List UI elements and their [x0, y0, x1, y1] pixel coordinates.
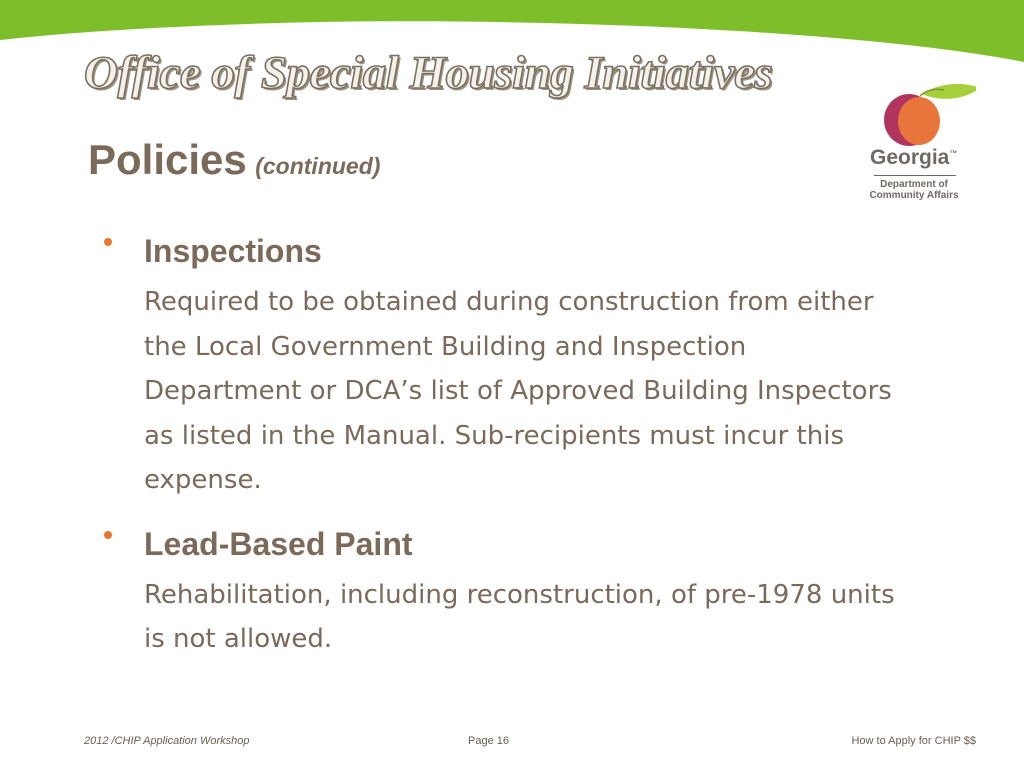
- bullet-heading: Inspections: [144, 233, 322, 269]
- logo-department: Department of Community Affairs: [869, 179, 959, 201]
- footer-page-number: Page 16: [468, 735, 509, 747]
- bullet-item-inspections: [104, 226, 924, 503]
- bullet-dot: [104, 531, 112, 539]
- bullet-body: Required to be obtained during construction from either the Local Government Building and Inspection Department or DCA’s list of Approved Building Inspectors as listed in the Manual. Sub-recipients must incur this expense.: [144, 287, 892, 495]
- bullet-item-lead-based-paint: [104, 519, 924, 662]
- footer-workshop: 2012 /CHIP Application Workshop: [84, 735, 250, 747]
- office-banner-title: Office of Special Housing Initiatives: [84, 47, 773, 99]
- bullet-heading: Lead-Based Paint: [144, 525, 413, 562]
- page-title: [88, 136, 380, 184]
- logo-wordmark: Georgia™: [870, 146, 958, 169]
- bullet-list: [104, 226, 924, 662]
- logo-divider: [874, 175, 956, 176]
- bullet-dot: [104, 238, 112, 246]
- title-subtitle: (continued): [255, 153, 381, 179]
- bullet-body: Rehabilitation, including reconstruction, of pre-1978 units is not allowed.: [144, 579, 895, 654]
- peach-icon: [852, 80, 976, 146]
- title-main: Policies: [88, 136, 247, 183]
- footer-topic: How to Apply for CHIP $$: [851, 735, 976, 747]
